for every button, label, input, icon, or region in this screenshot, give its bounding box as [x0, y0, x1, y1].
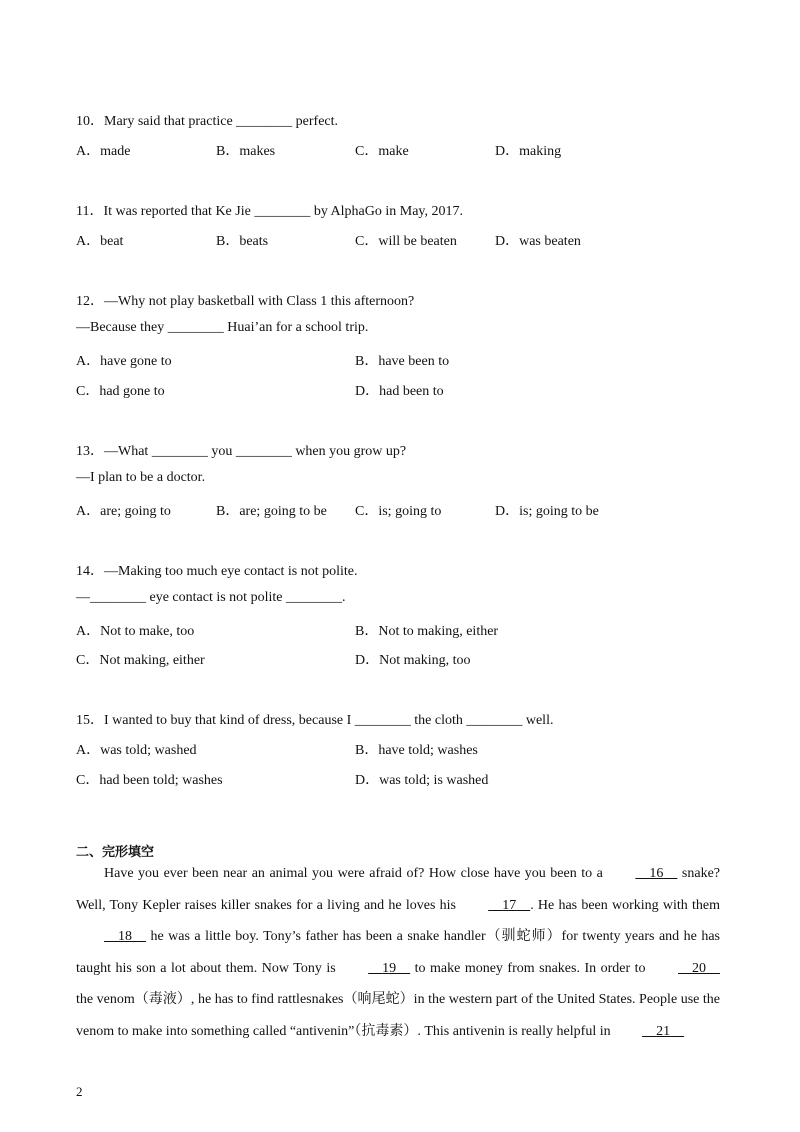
passage-text: to make money from snakes. In order to	[410, 960, 650, 976]
option-b: B．beats	[216, 234, 269, 249]
question-stem-line2: —Because they ________ Huai’an for a school trip.	[76, 320, 369, 335]
passage-text: the venom（毒液）, he has to find rattlesnakes（响尾蛇）in the western part of the United States. People use the venom to make into something called “antivenin”（抗毒素）. This antivenin is really helpful in	[76, 992, 720, 1039]
cloze-passage	[76, 858, 720, 1047]
option-c: C．Not making, either	[76, 653, 205, 668]
option-a: A．have gone to	[76, 354, 172, 369]
option-d: D．is; going to be	[495, 504, 599, 519]
option-a: A．was told; washed	[76, 743, 197, 758]
blank-number: 19	[382, 960, 397, 976]
option-c: C．make	[355, 144, 409, 159]
page-number: 2	[76, 1084, 83, 1099]
blank-20[interactable]	[650, 953, 720, 985]
question-stem: 12．—Why not play basketball with Class 1 this afternoon?	[76, 294, 415, 309]
section-title: 二、完形填空	[76, 845, 155, 860]
option-a: A．beat	[76, 234, 124, 249]
option-a: A．made	[76, 144, 131, 159]
option-d: D．Not making, too	[355, 653, 471, 668]
question-stem-line2: —________ eye contact is not polite ________.	[76, 590, 346, 605]
option-c: C．had been told; washes	[76, 773, 223, 788]
passage-text: Have you ever been near an animal you were afraid of? How close have you been to a	[104, 866, 608, 881]
question-stem: 14．—Making too much eye contact is not polite.	[76, 564, 358, 579]
passage-text: he was a little boy. Tony’s father has been a snake handler（驯蛇师）for twenty years and he has taught his son a lot about them. Now Tony is	[76, 929, 720, 976]
passage-text: snake? Well, Tony Kepler raises killer snakes for a living and he loves his	[76, 866, 720, 913]
option-d: D．making	[495, 144, 562, 159]
question-stem: 10．Mary said that practice ________ perfect.	[76, 114, 339, 129]
option-c: C．is; going to	[355, 504, 442, 519]
option-a: A．Not to make, too	[76, 624, 195, 639]
option-d: D．had been to	[355, 384, 444, 399]
option-c: C．had gone to	[76, 384, 165, 399]
option-b: B．have been to	[355, 354, 450, 369]
blank-number: 18	[118, 929, 132, 944]
option-b: B．are; going to be	[216, 504, 327, 519]
passage-text: . He has been working with them	[530, 897, 720, 913]
option-a: A．are; going to	[76, 504, 171, 519]
option-d: D．was beaten	[495, 234, 581, 249]
blank-21[interactable]	[614, 1016, 684, 1048]
option-b: B．Not to making, either	[355, 624, 499, 639]
blank-19[interactable]	[340, 953, 410, 985]
option-b: B．makes	[216, 144, 276, 159]
blank-number: 16	[649, 866, 664, 881]
option-d: D．was told; is washed	[355, 773, 489, 788]
blank-number: 20	[692, 960, 706, 976]
blank-18[interactable]	[76, 921, 146, 953]
question-stem: 15．I wanted to buy that kind of dress, because I ________ the cloth ________ well.	[76, 713, 554, 728]
question-stem: 11．It was reported that Ke Jie ________ by AlphaGo in May, 2017.	[76, 204, 464, 219]
blank-17[interactable]	[460, 890, 530, 922]
option-c: C．will be beaten	[355, 234, 457, 249]
question-stem: 13．—What ________ you ________ when you grow up?	[76, 444, 407, 459]
option-b: B．have told; washes	[355, 743, 478, 758]
blank-16[interactable]	[607, 858, 677, 890]
blank-number: 17	[502, 897, 517, 913]
blank-number: 21	[656, 1023, 671, 1039]
question-stem-line2: —I plan to be a doctor.	[76, 470, 206, 485]
